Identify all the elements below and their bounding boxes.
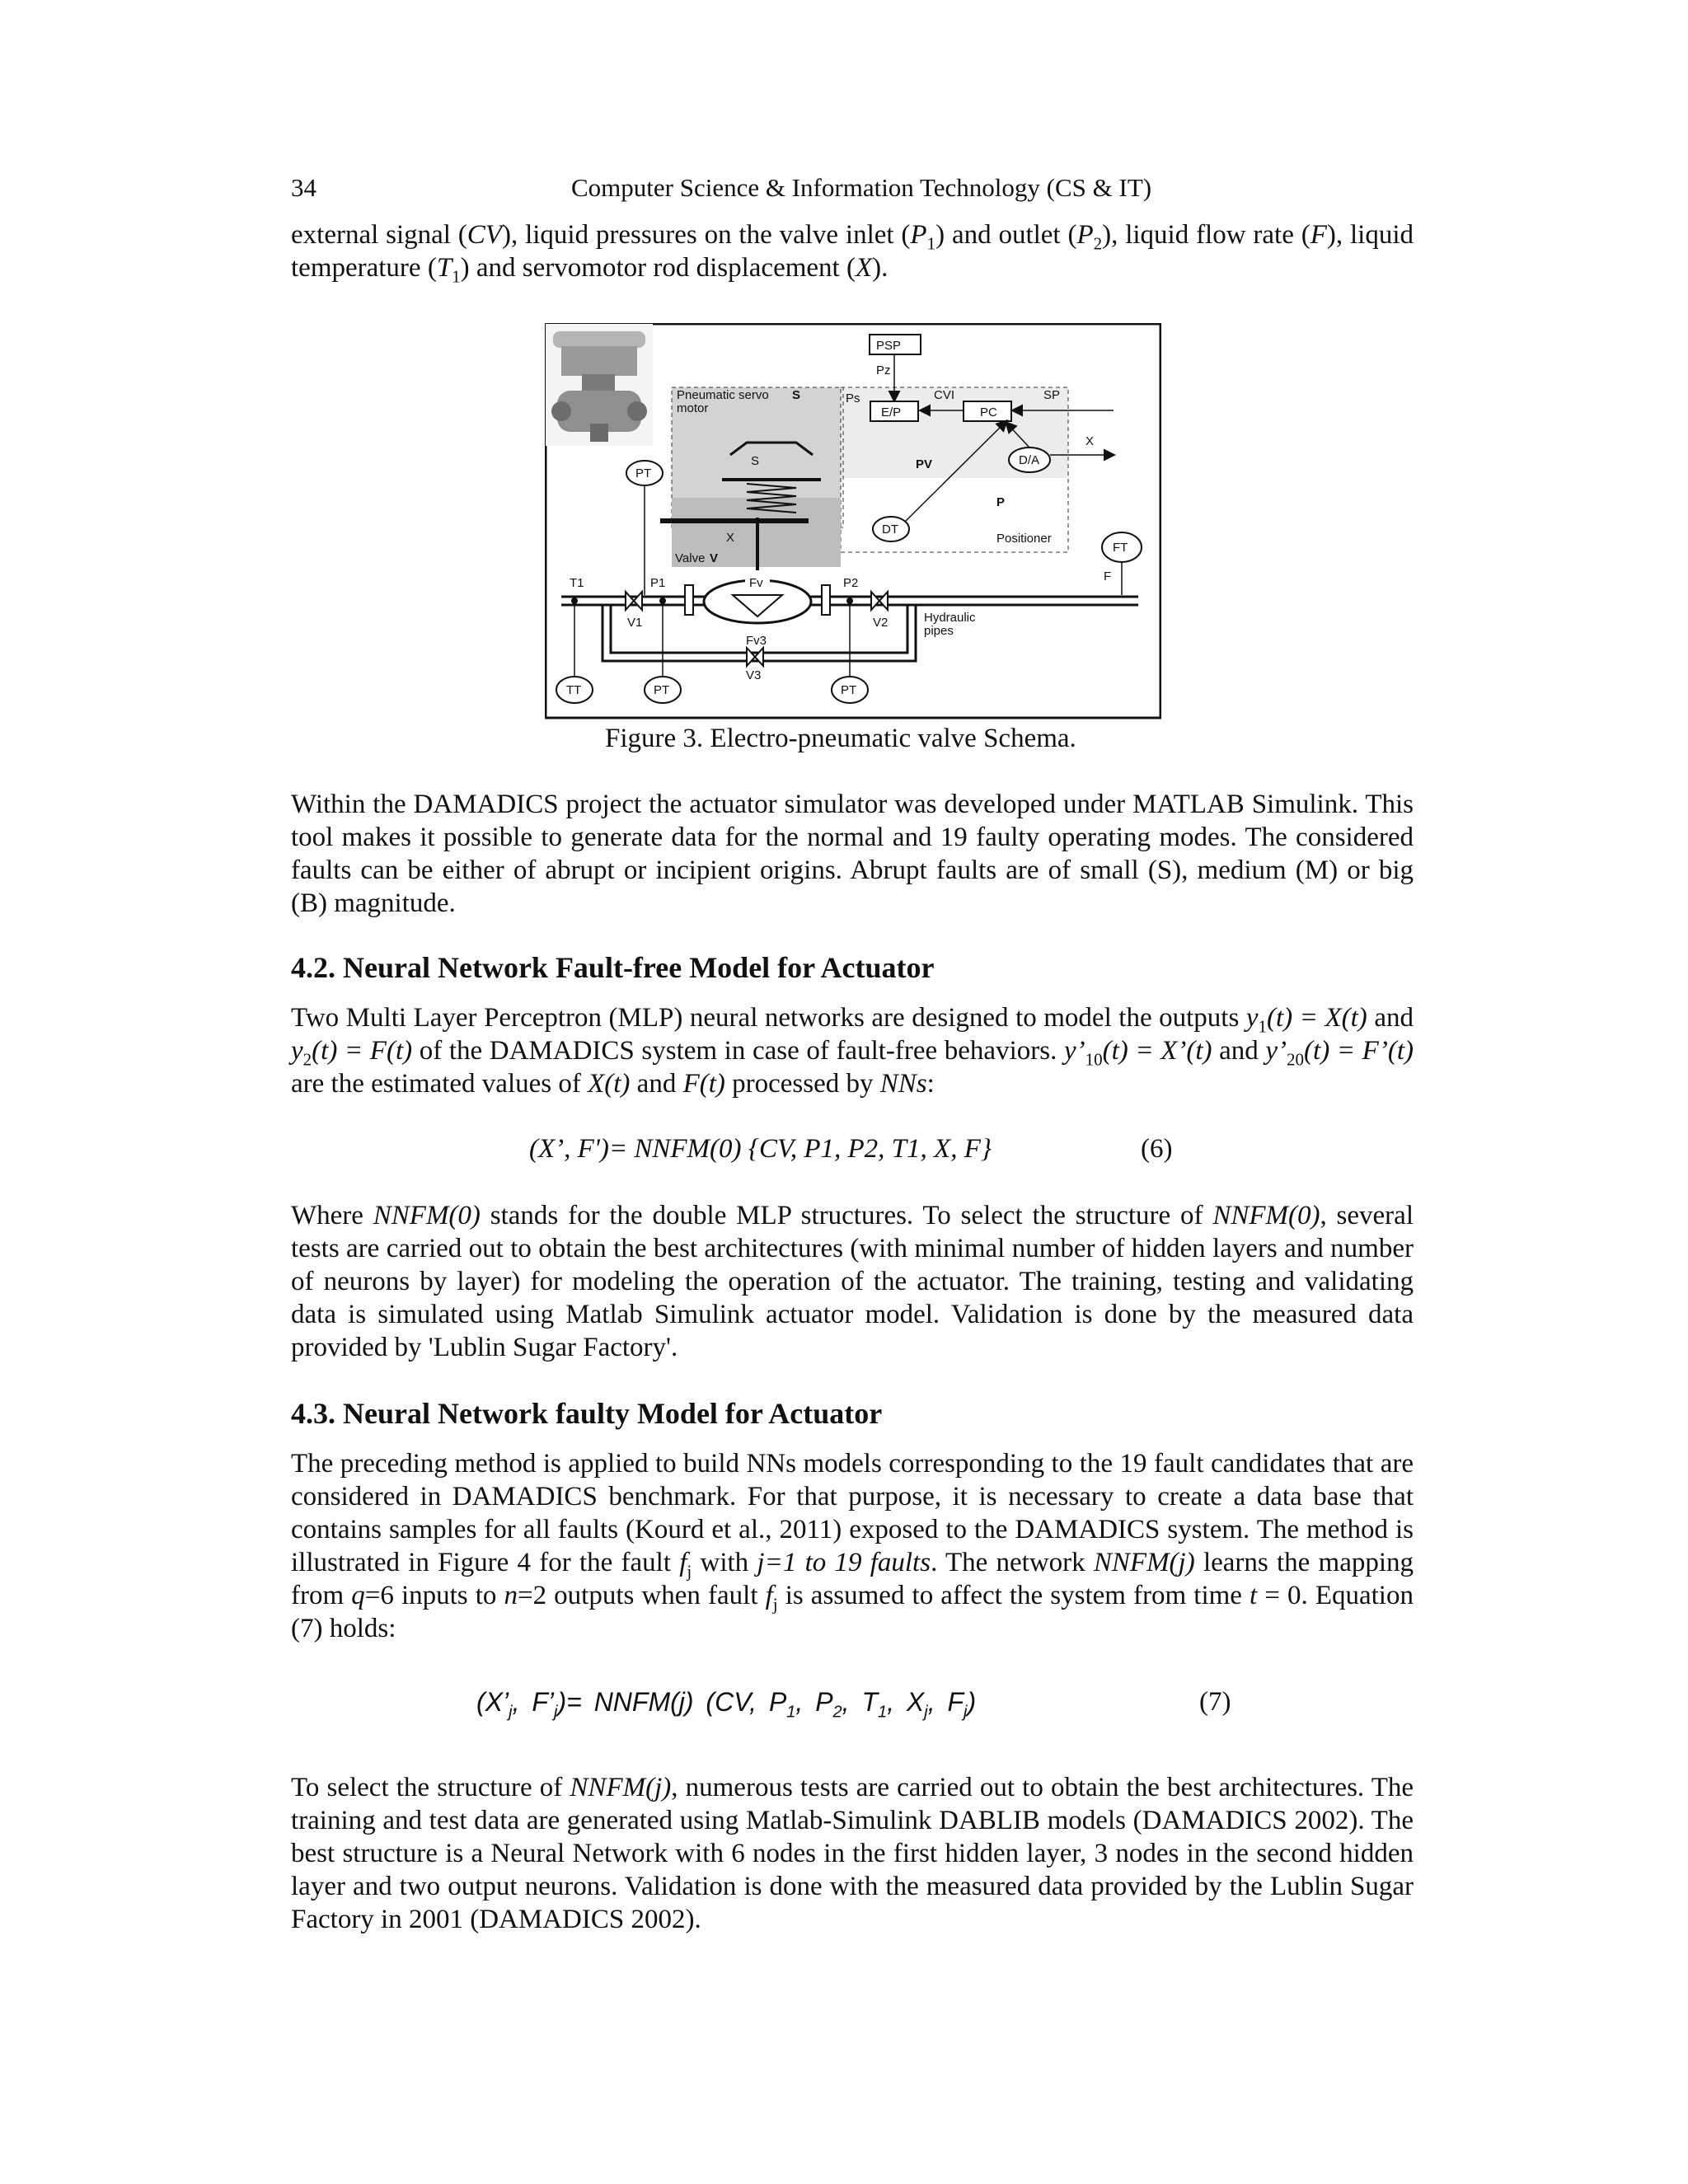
valve-schema-figure — [545, 323, 1161, 720]
equation-7: ($X’_j$, $F’_j)=$ NNFM(j) (CV, $P_1$, $P_2$, $T_1$, $X_j$, $F_j$) — [476, 1687, 977, 1722]
svg-text:pipes: pipes — [924, 624, 954, 638]
section-4-2-heading: 4.2. Neural Network Fault-free Model for Actuator — [291, 951, 935, 984]
equation-6-number: (6) — [1141, 1134, 1173, 1164]
faulty-model-paragraph: The preceding method is applied to build NNs models corresponding to the 19 fault candidates that are considered in DAMADICS benchmark. For that purpose, it is necessary to create a data base that contains samples for all faults (Kourd et al., 2011) exposed to the DAMADICS system. The method is illustrated in Figure 4 for the fault $f_j$ with j=1 to 19 faults. The network NNFM(j) learns the mapping from q=6 inputs to n=2 outputs when fault $f_j$ is assumed to affect the system from time t = 0. Equation (7) holds: — [291, 1449, 1414, 1643]
equation-7-number: (7) — [1199, 1687, 1231, 1717]
pt-lower-right-label: PT — [841, 683, 857, 697]
ep-label: E/P — [881, 405, 902, 419]
svg-text:CVI: CVI — [934, 388, 955, 402]
dt-label: DT — [882, 523, 898, 537]
svg-text:motor: motor — [677, 401, 709, 415]
svg-text:T1: T1 — [570, 576, 584, 590]
svg-text:P2: P2 — [843, 576, 859, 590]
svg-text:Fv: Fv — [749, 576, 763, 590]
psp-label: PSP — [876, 339, 902, 353]
valve-schema-diagram — [545, 323, 1161, 720]
ft-label: FT — [1113, 541, 1128, 555]
valve-photo — [546, 324, 653, 446]
da-label: D/A — [1019, 453, 1040, 467]
equation-6: (X’, F')= NNFM(0) {CV, P1, P2, T1, X, F} — [529, 1134, 992, 1164]
svg-text:P1: P1 — [650, 576, 666, 590]
intro-paragraph: external signal (CV), liquid pressures on the valve inlet $(P_1)$ and outlet $(P_2)$, liquid flow rate (F), liquid temperature $(T_1)$ and servomotor rod displacement (X). — [291, 220, 1414, 287]
svg-text:Pz: Pz — [876, 363, 891, 377]
tt-label: TT — [566, 683, 582, 697]
damadics-paragraph: Within the DAMADICS project the actuator simulator was developed under MATLAB Simulink. This tool makes it possible to generate data for the normal and 19 faulty operating modes. The considered faults can be either of abrupt or incipient origins. Abrupt faults are of small (S), medium (M) or big (B) magnitude. — [291, 790, 1414, 918]
page-number: 34 — [291, 173, 316, 202]
svg-text:Pneumatic servo: Pneumatic servo — [677, 388, 769, 402]
svg-text:SP: SP — [1043, 388, 1061, 402]
figure-caption: Figure 3. Electro-pneumatic valve Schema. — [605, 724, 1076, 753]
svg-text:X: X — [726, 531, 735, 545]
svg-text:S: S — [751, 454, 760, 468]
svg-text:V3: V3 — [746, 668, 762, 682]
running-header — [291, 173, 1414, 209]
svg-text:Valve: Valve — [675, 551, 706, 565]
svg-text:PV: PV — [916, 457, 933, 471]
svg-text:P: P — [996, 495, 1006, 509]
svg-text:Ps: Ps — [846, 391, 860, 405]
section-4-3-heading: 4.3. Neural Network faulty Model for Actuator — [291, 1397, 883, 1430]
pc-label: PC — [980, 405, 997, 419]
pt-upper-label: PT — [635, 466, 652, 480]
fault-free-paragraph: Two Multi Layer Perceptron (MLP) neural networks are designed to model the outputs $y_1(t) = X(t)$ and $y_2(t) = F(t)$ of the DAMADICS system in case of fault-free behaviors. $y’_{10}(t)$ = X’(t) and $y’_{20}(t)$ = F’(t) are the estimated values of X(t) and F(t) processed by NNs: — [291, 1003, 1414, 1099]
svg-text:X: X — [1085, 434, 1095, 448]
svg-text:Positioner: Positioner — [996, 532, 1052, 546]
svg-text:S: S — [792, 388, 801, 402]
nnfmj-paragraph: To select the structure of NNFM(j), numerous tests are carried out to obtain the best architectures. The training and test data are generated using Matlab-Simulink DABLIB models (DAMADICS 2002). The best structure is a Neural Network with 6 nodes in the first hidden layer, 3 nodes in the second hidden layer and two output neurons. Validation is done with the measured data provided by the Lublin Sugar Factory in 2001 (DAMADICS 2002). — [291, 1773, 1414, 1934]
svg-text:Fv3: Fv3 — [746, 634, 767, 648]
svg-text:V1: V1 — [627, 616, 643, 630]
pt-lower-left-label: PT — [654, 683, 670, 697]
svg-text:V2: V2 — [873, 616, 889, 630]
journal-title: Computer Science & Information Technology (CS & IT) — [571, 173, 1152, 202]
svg-text:Hydraulic: Hydraulic — [924, 611, 976, 625]
svg-text:V: V — [710, 551, 719, 565]
nnfm0-paragraph: Where NNFM(0) stands for the double MLP structures. To select the structure of NNFM(0), several tests are carried out to obtain the best architectures (with minimal number of hidden layers and number of neurons by layer) for modeling the operation of the actuator. The training, testing and validating data is simulated using Matlab Simulink actuator model. Validation is done by the measured data provided by 'Lublin Sugar Factory'. — [291, 1201, 1414, 1362]
svg-text:F: F — [1104, 569, 1112, 583]
